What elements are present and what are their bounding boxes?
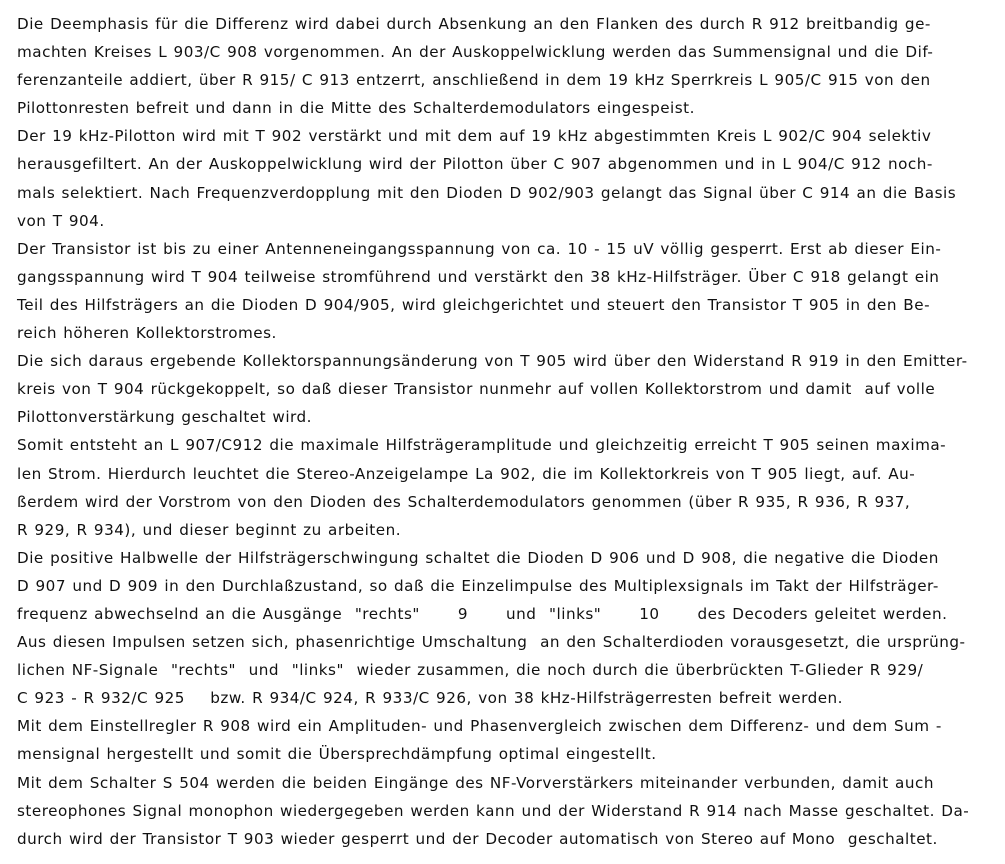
text-line: frequenz abwechselnd an die Ausgänge "rechts" 9 und "links" 10 des Decoders geleitet werden.	[17, 604, 948, 623]
text-line: Die positive Halbwelle der Hilfsträgerschwingung schaltet die Dioden D 906 und D 908, die negative die Dioden	[17, 548, 939, 567]
text-line: machten Kreises L 903/C 908 vorgenommen. An der Auskoppelwicklung werden das Summensignal und die Dif-	[17, 43, 934, 62]
text-line: ßerdem wird der Vorstrom von den Dioden des Schalterdemodulators genommen (über R 935, R 936, R 937,	[17, 492, 911, 511]
text-line: von T 904.	[17, 211, 105, 230]
text-line: Der 19 kHz-Pilotton wird mit T 902 verstärkt und mit dem auf 19 kHz abgestimmten Kreis L 902/C 904 selektiv	[17, 127, 932, 146]
paragraph	[17, 235, 992, 347]
paragraph	[17, 628, 992, 712]
paragraph	[17, 10, 992, 122]
text-line: R 929, R 934), und dieser beginnt zu arbeiten.	[17, 520, 402, 539]
text-line: C 923 - R 932/C 925 bzw. R 934/C 924, R 933/C 926, von 38 kHz-Hilfsträgerresten befreit werden.	[17, 689, 844, 708]
text-line: reich höheren Kollektorstromes.	[17, 324, 277, 343]
text-line: Aus diesen Impulsen setzen sich, phasenrichtige Umschaltung an den Schalterdioden vorausgesetzt, die ursprüng-	[17, 633, 966, 652]
text-line: gangsspannung wird T 904 teilweise stromführend und verstärkt den 38 kHz-Hilfsträger. Über C 918 gelangt ein	[17, 267, 940, 286]
text-line: Die sich daraus ergebende Kollektorspannungsänderung von T 905 wird über den Widerstand R 919 in den Emitter-	[17, 352, 968, 371]
text-line: Die Deemphasis für die Differenz wird dabei durch Absenkung an den Flanken des durch R 912 breitbandig ge-	[17, 15, 931, 33]
paragraph	[17, 544, 992, 628]
text-line: mals selektiert. Nach Frequenzverdopplung mit den Dioden D 902/903 gelangt das Signal über C 914 an die Basis	[17, 183, 957, 202]
text-line: Somit entsteht an L 907/C912 die maximale Hilfsträgeramplitude und gleichzeitig erreicht T 905 seinen maxima-	[17, 436, 947, 455]
text-line: Mit dem Einstellregler R 908 wird ein Amplituden- und Phasenvergleich zwischen dem Differenz- und dem Sum -	[17, 717, 942, 736]
text-line: mensignal hergestellt und somit die Übersprechdämpfung optimal eingestellt.	[17, 745, 657, 764]
paragraph	[17, 347, 992, 431]
paragraph	[17, 712, 992, 768]
text-line: herausgefiltert. An der Auskoppelwicklung wird der Pilotton über C 907 abgenommen und in L 904/C 912 noch-	[17, 155, 933, 174]
paragraph	[17, 431, 992, 543]
text-line: len Strom. Hierdurch leuchtet die Stereo-Anzeigelampe La 902, die im Kollektorkreis von T 905 liegt, auf. Au-	[17, 464, 916, 483]
text-line: lichen NF-Signale "rechts" und "links" wieder zusammen, die noch durch die überbrückten T-Glieder R 929/	[17, 661, 924, 680]
text-line: ferenzanteile addiert, über R 915/ C 913 entzerrt, anschließend in dem 19 kHz Sperrkreis L 905/C 915 von den	[17, 71, 931, 90]
text-line: Mit dem Schalter S 504 werden die beiden Eingänge des NF-Vorverstärkers miteinander verbunden, damit auch	[17, 773, 934, 792]
paragraph	[17, 122, 992, 234]
paragraph	[17, 769, 992, 853]
text-line: Pilottonresten befreit und dann in die Mitte des Schalterdemodulators eingespeist.	[17, 99, 695, 118]
text-line: Der Transistor ist bis zu einer Antenneneingangsspannung von ca. 10 - 15 uV völlig gesperrt. Erst ab dieser Ein-	[17, 239, 942, 258]
text-line: D 907 und D 909 in den Durchlaßzustand, so daß die Einzelimpulse des Multiplexsignals im Takt der Hilfsträger-	[17, 576, 939, 595]
text-line: Teil des Hilfsträgers an die Dioden D 904/905, wird gleichgerichtet und steuert den Transistor T 905 in den Be-	[17, 295, 931, 314]
document-body	[17, 10, 992, 853]
text-line: kreis von T 904 rückgekoppelt, so daß dieser Transistor nunmehr auf vollen Kollektorstrom und damit auf volle	[17, 380, 936, 399]
text-line: stereophones Signal monophon wiedergegeben werden kann und der Widerstand R 914 nach Masse geschaltet. Da-	[17, 801, 970, 820]
text-line: Pilottonverstärkung geschaltet wird.	[17, 408, 312, 427]
text-line: durch wird der Transistor T 903 wieder gesperrt und der Decoder automatisch von Stereo auf Mono geschaltet.	[17, 829, 938, 848]
